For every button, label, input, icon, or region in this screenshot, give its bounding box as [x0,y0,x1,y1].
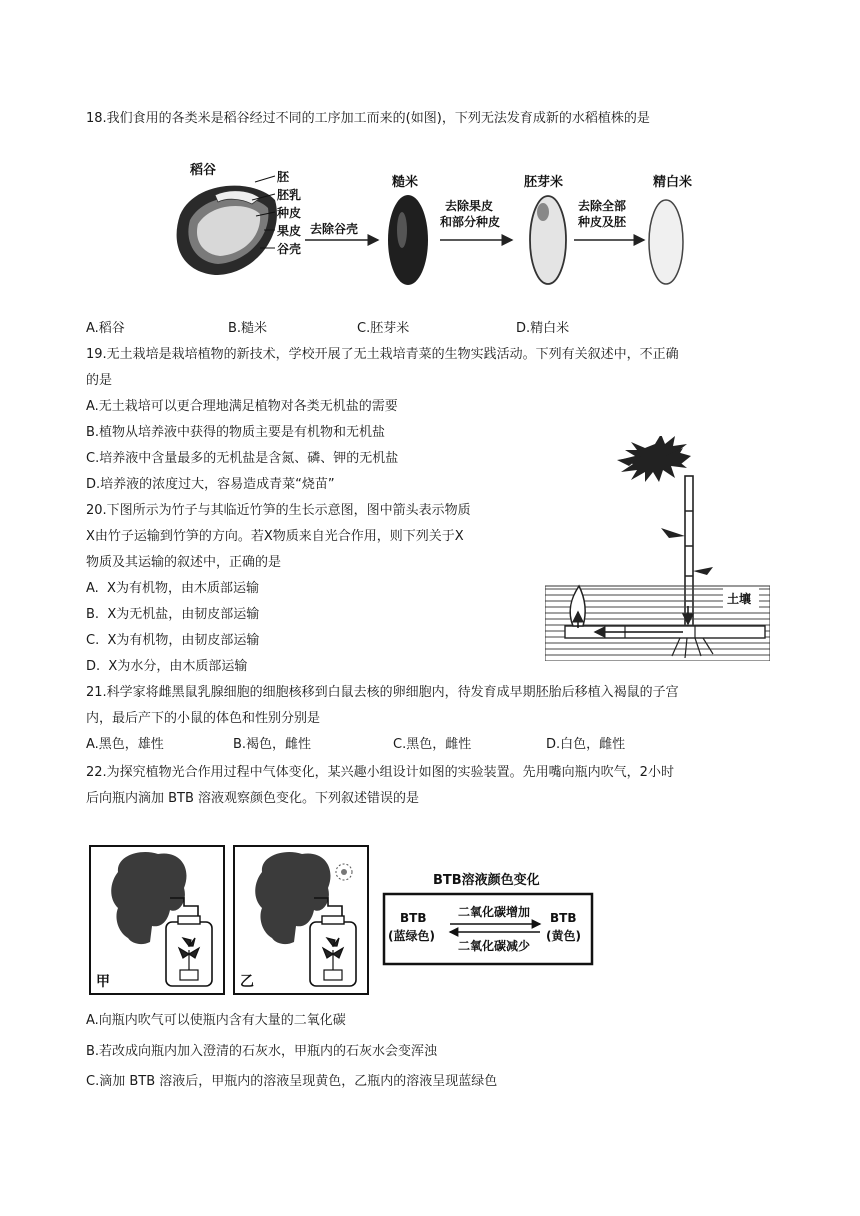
step3-label-line1: 去除全部 [578,199,627,213]
q20-stem-line1: 20.下图所示为竹子与其临近竹笋的生长示意图，图中箭头表示物质 [86,503,471,518]
rice-label: 稻谷 [190,163,217,178]
q19-option-d: D.培养液的浓度过大，容易造成青菜“烧苗” [86,477,335,492]
q21-stem-line2: 内，最后产下的小鼠的体色和性别分别是 [86,711,321,726]
btb-right-color: (黄色) [546,929,581,943]
btb-right-label: BTB [550,911,577,925]
q18-option-a: A.稻谷 [86,321,125,336]
q18-option-b: B.糙米 [228,321,268,336]
experiment-figure [88,842,598,997]
btb-left-color: (蓝绿色) [388,929,435,943]
q18-stem: 18.我们食用的各类米是稻谷经过不同的工序加工而来的(如图)，下列无法发育成新的水稻植株的是 [86,111,650,126]
btb-left-label: BTB [400,911,427,925]
panel-yi [234,846,368,994]
part-embryo: 胚 [277,170,290,184]
q22-option-a: A.向瓶内吹气可以使瓶内含有大量的二氧化碳 [86,1013,346,1028]
q22-stem-line1: 22.为探究植物光合作用过程中气体变化，某兴趣小组设计如图的实验装置。先用嘴向瓶内吹气，2小时 [86,765,674,780]
q19-stem-line2: 的是 [86,373,113,388]
step2-label-line2: 和部分种皮 [440,215,501,229]
q19-option-c: C.培养液中含量最多的无机盐是含氮、磷、钾的无机盐 [86,451,399,466]
q20-option-c: C. X为有机物，由韧皮部运输 [86,633,260,648]
bamboo-figure [545,436,770,661]
bamboo-leaves [617,436,691,482]
panel-yi-label: 乙 [240,974,254,990]
soil-label: 土壤 [727,592,752,606]
q21-option-d: D.白色，雌性 [546,737,626,752]
white-rice-label: 精白米 [653,175,693,190]
part-endosperm: 胚乳 [277,188,302,202]
q20-option-d: D. X为水分，由木质部运输 [86,659,248,674]
germ-rice-label: 胚芽米 [524,175,564,190]
q19-option-b: B.植物从培养液中获得的物质主要是有机物和无机盐 [86,425,386,440]
step3-label-line2: 种皮及胚 [578,215,627,229]
panel-jia [90,846,224,994]
co2-decrease-label: 二氧化碳减少 [458,939,531,953]
q20-option-b: B. X为无机盐，由韧皮部运输 [86,607,260,622]
rice-processing-figure [160,160,720,295]
step2-label-line1: 去除果皮 [445,199,494,213]
brown-rice-grain [388,195,428,285]
q21-option-a: A.黑色，雄性 [86,737,164,752]
step1-label: 去除谷壳 [310,222,359,236]
btb-title: BTB溶液颜色变化 [433,873,540,888]
co2-increase-label: 二氧化碳增加 [458,905,531,919]
q20-stem-line3: 物质及其运输的叙述中，正确的是 [86,555,282,570]
q22-stem-line2: 后向瓶内滴加 BTB 溶液观察颜色变化。下列叙述错误的是 [86,791,420,806]
q19-stem-line1: 19.无土栽培是栽培植物的新技术，学校开展了无土栽培青菜的生物实践活动。下列有关叙述中，不正确 [86,347,679,362]
q22-option-c: C.滴加 BTB 溶液后，甲瓶内的溶液呈现黄色，乙瓶内的溶液呈现蓝绿色 [86,1074,498,1089]
q20-stem-line2: X由竹子运输到竹笋的方向。若X物质来自光合作用，则下列关于X [86,529,464,544]
q18-option-c: C.胚芽米 [357,321,410,336]
q22-option-b: B.若改成向瓶内加入澄清的石灰水，甲瓶内的石灰水会变浑浊 [86,1044,438,1059]
q21-option-b: B.褐色，雌性 [233,737,312,752]
q18-option-d: D.精白米 [516,321,570,336]
q21-stem-line1: 21.科学家将雌黑鼠乳腺细胞的细胞核移到白鼠去核的卵细胞内，待发育成早期胚胎后移植入褐鼠的子宫 [86,685,679,700]
panel-jia-label: 甲 [96,974,110,990]
brown-rice-label: 糙米 [392,175,419,190]
q20-option-a: A. X为有机物，由木质部运输 [86,581,259,596]
paddy-rice-grain [177,186,277,275]
part-husk: 谷壳 [277,242,302,256]
q21-option-c: C.黑色，雌性 [393,737,472,752]
q19-option-a: A.无土栽培可以更合理地满足植物对各类无机盐的需要 [86,399,398,414]
part-seed-coat: 种皮 [277,206,302,220]
white-rice-grain [649,200,683,284]
part-pericarp: 果皮 [277,224,302,238]
